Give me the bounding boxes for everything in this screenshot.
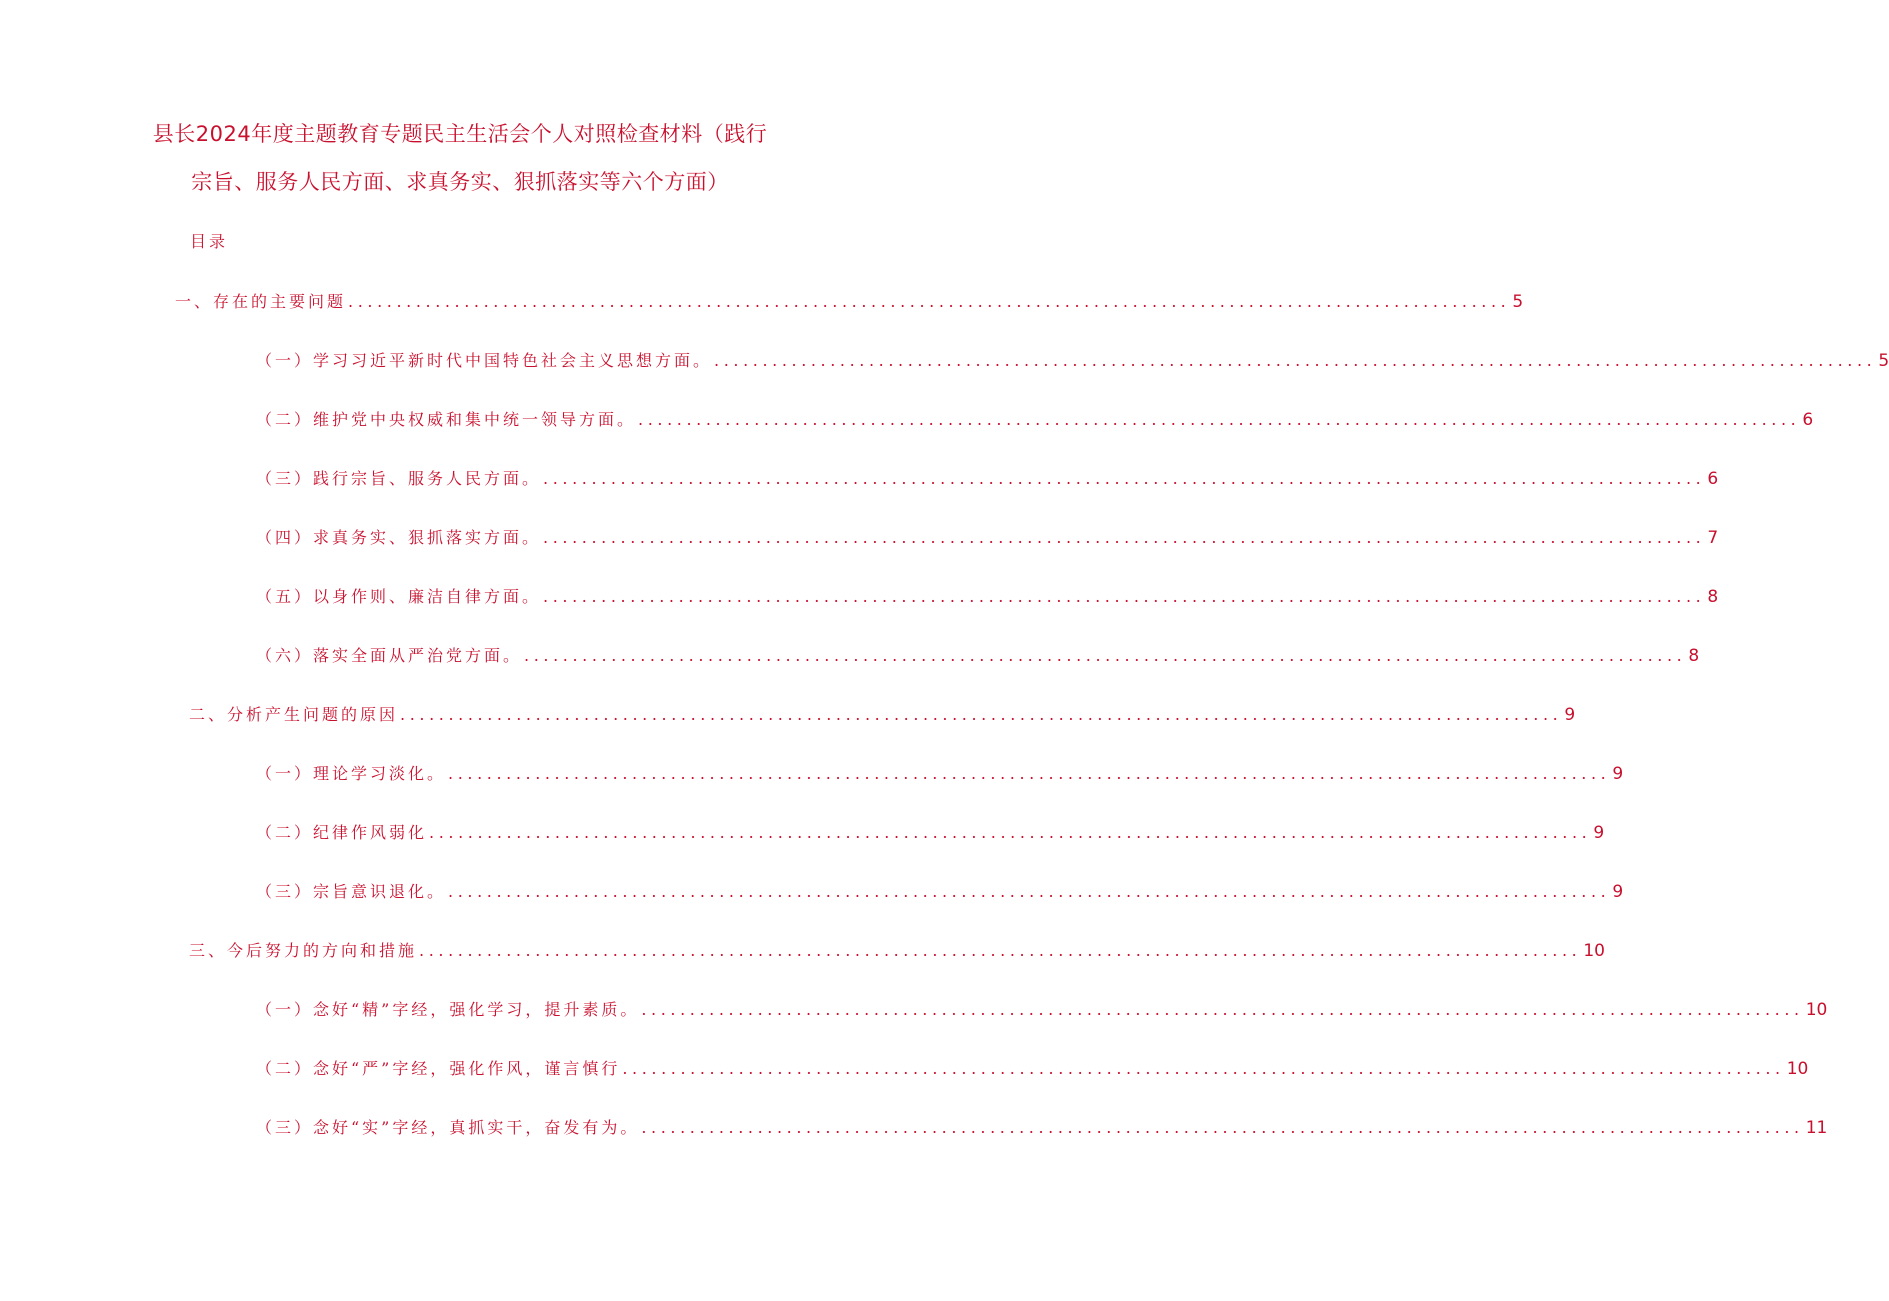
toc-leader-dots: ........................................................................................................................ bbox=[524, 646, 1687, 665]
toc-page-number: 11 bbox=[1805, 1118, 1828, 1138]
toc-entry-text: （一）理论学习淡化。 bbox=[256, 764, 447, 783]
toc-entry[interactable] bbox=[256, 761, 1624, 785]
toc-leader-dots: ........................................................................................................................ bbox=[622, 1059, 1785, 1078]
toc-leader-dots: ........................................................................................................................ bbox=[348, 292, 1511, 311]
toc-page-number: 6 bbox=[1802, 410, 1814, 430]
toc-page-number: 9 bbox=[1564, 705, 1576, 725]
toc-entry[interactable] bbox=[175, 289, 1524, 313]
toc-entry-text: （五）以身作则、廉洁自律方面。 bbox=[256, 587, 542, 606]
toc-entry-text: （六）落实全面从严治党方面。 bbox=[256, 646, 523, 665]
toc-entry-text: 二、分析产生问题的原因 bbox=[189, 705, 399, 724]
toc-entry-text: 三、今后努力的方向和措施 bbox=[189, 941, 418, 960]
toc-leader-dots: ........................................................................................................................ bbox=[641, 1118, 1804, 1137]
toc-leader-dots: ........................................................................................................................ bbox=[714, 351, 1877, 370]
toc-leader-dots: ........................................................................................................................ bbox=[429, 823, 1592, 842]
toc-entry-text: （一）学习习近平新时代中国特色社会主义思想方面。 bbox=[256, 351, 713, 370]
toc-entry-text: （四）求真务实、狠抓落实方面。 bbox=[256, 528, 542, 547]
toc-leader-dots: ........................................................................................................................ bbox=[543, 469, 1706, 488]
toc-entry-text: （二）念好“严”字经，强化作风，谨言慎行 bbox=[256, 1059, 621, 1078]
toc-page-number: 6 bbox=[1707, 469, 1719, 489]
toc-leader-dots: ........................................................................................................................ bbox=[638, 410, 1801, 429]
toc-page-number: 5 bbox=[1512, 292, 1524, 312]
toc-page-number: 7 bbox=[1707, 528, 1719, 548]
toc-page-number: 9 bbox=[1612, 764, 1624, 784]
document-title: 县长2024年度主题教育专题民主生活会个人对照检查材料（践行宗旨、服务人民方面、求真务实、狠抓落实等六个方面） bbox=[152, 122, 768, 194]
toc-entry[interactable] bbox=[256, 820, 1605, 844]
toc-entry[interactable] bbox=[189, 702, 1576, 726]
toc-page-number: 10 bbox=[1583, 941, 1605, 961]
toc-page-number: 9 bbox=[1612, 882, 1624, 902]
toc-entry-text: （二）纪律作风弱化 bbox=[256, 823, 428, 842]
toc-leader-dots: ........................................................................................................................ bbox=[448, 882, 1611, 901]
toc-entry-text: （三）念好“实”字经，真抓实干，奋发有为。 bbox=[256, 1118, 640, 1137]
toc-leader-dots: ........................................................................................................................ bbox=[400, 705, 1563, 724]
toc-leader-dots: ........................................................................................................................ bbox=[543, 587, 1706, 606]
toc-page-number: 10 bbox=[1786, 1059, 1809, 1079]
toc-entry-text: （三）宗旨意识退化。 bbox=[256, 882, 447, 901]
toc-leader-dots: ........................................................................................................................ bbox=[419, 941, 1582, 960]
toc-leader-dots: ........................................................................................................................ bbox=[641, 1000, 1804, 1019]
toc-entry-text: （一）念好“精”字经，强化学习，提升素质。 bbox=[256, 1000, 640, 1019]
toc-entry[interactable] bbox=[256, 466, 1719, 490]
toc-page-number: 5 bbox=[1878, 351, 1889, 371]
toc-page-number: 9 bbox=[1593, 823, 1605, 843]
toc-entry[interactable] bbox=[256, 584, 1719, 608]
toc-entry-text: （二）维护党中央权威和集中统一领导方面。 bbox=[256, 410, 637, 429]
toc-entry[interactable] bbox=[256, 407, 1814, 431]
toc-entry-text: 一、存在的主要问题 bbox=[175, 292, 347, 311]
toc-entry[interactable] bbox=[256, 997, 1828, 1021]
toc-entry[interactable] bbox=[256, 1056, 1809, 1080]
toc-page-number: 10 bbox=[1805, 1000, 1828, 1020]
toc-entry[interactable] bbox=[256, 1115, 1828, 1139]
toc-page-number: 8 bbox=[1707, 587, 1719, 607]
toc-entry[interactable] bbox=[256, 348, 1889, 372]
toc-entry-text: （三）践行宗旨、服务人民方面。 bbox=[256, 469, 542, 488]
toc-page-number: 8 bbox=[1688, 646, 1700, 666]
toc-entry[interactable] bbox=[256, 525, 1719, 549]
toc-heading: 目录 bbox=[190, 232, 229, 251]
toc-entry[interactable] bbox=[189, 938, 1605, 962]
toc-entry[interactable] bbox=[256, 643, 1700, 667]
toc-leader-dots: ........................................................................................................................ bbox=[448, 764, 1611, 783]
toc-leader-dots: ........................................................................................................................ bbox=[543, 528, 1706, 547]
toc-entry[interactable] bbox=[256, 879, 1624, 903]
